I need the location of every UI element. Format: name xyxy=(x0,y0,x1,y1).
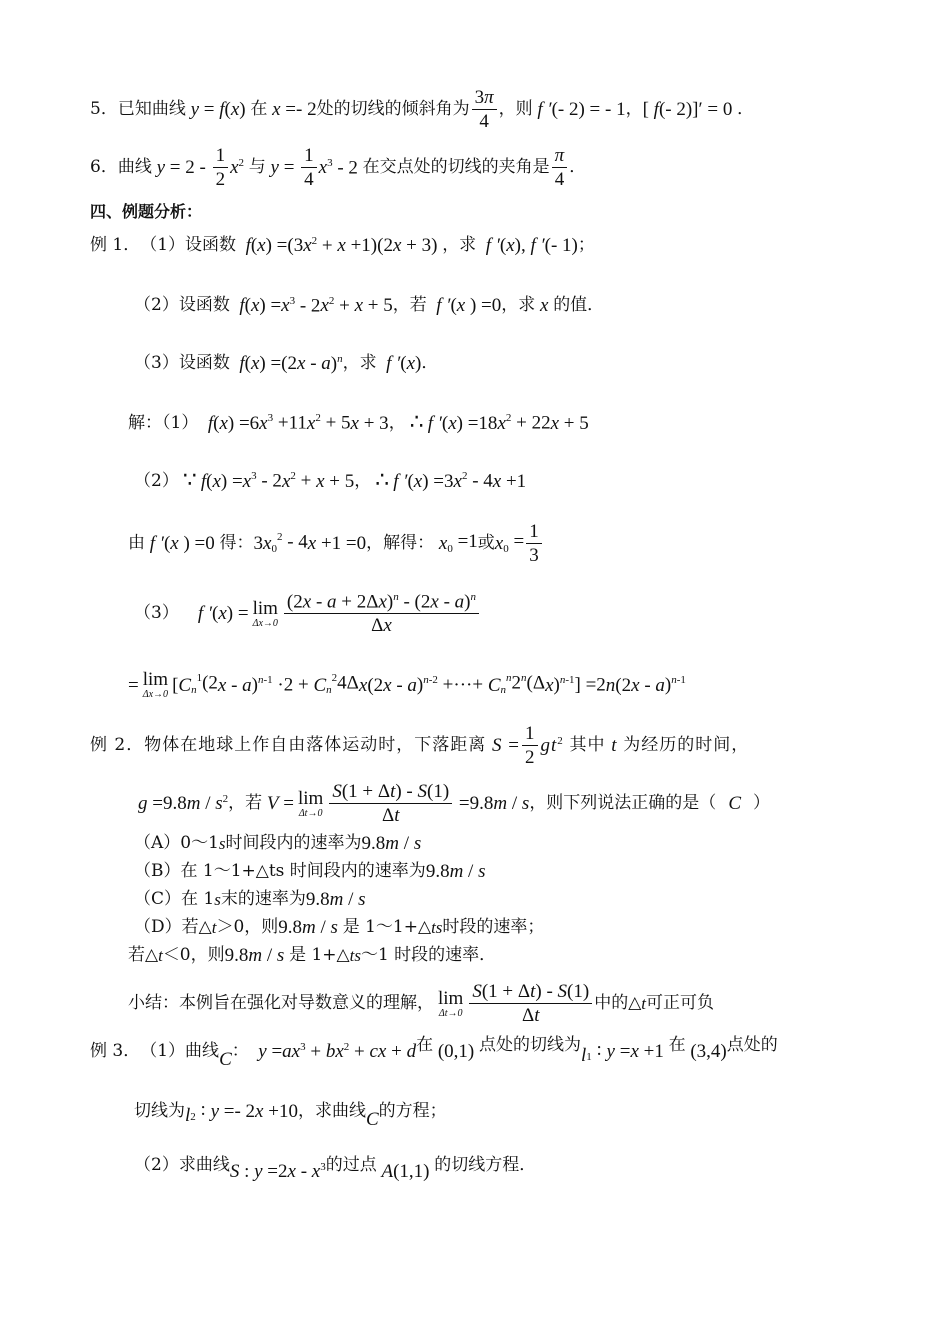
formula-cubic: y xyxy=(248,1040,267,1062)
option-d2-text-a: 若△ xyxy=(128,945,159,965)
item-5-text-f: ． xyxy=(737,99,755,119)
item-5-text-c: 处的切线的倾斜角为 xyxy=(316,99,470,119)
example-3-q2-text-a: （2）求曲线 xyxy=(134,1155,230,1176)
example-1-q2: （2）设函数 f ( x ) = x $^3$ - 2 x $^2$ + x + 5 ，若 f ′ ( x ) =0 ，求 x 的值． xyxy=(134,295,605,317)
item-6-text-b: 与 xyxy=(248,157,266,177)
fraction-limit-def: $\frac{(2x - a + 2\Delta x)^n - (2x - a)^n}{\Delta x}$ xyxy=(284,592,479,635)
solution-1: 解：（1） f ( x ) =6 x $^3$ +11 x $^2$ + 5 x + 3 ， ∴ f ′ ( x ) =18 x $^2$ + 22 x + 5 xyxy=(128,410,589,435)
option-c-text-a: （C）在 1 xyxy=(134,889,215,909)
option-a-unit: s xyxy=(218,834,226,853)
example-3-q1: 例 3． （1）曲线 C ： y = ax $^3$ + bx $^2$ + cx + d 在 (0,1) 点处的切线为 l $_1$ : y = x +1 在 (3,4) 点处的 xyxy=(90,1034,778,1070)
formula-root-1: x xyxy=(434,533,448,554)
example-2-condition: g =9.8 m / s $^2$ ，若 V = lim Δt→0 $\frac{S(1 + \Delta t) - S(1)}{\Delta t}$ =9.8 m / s ，则下列说法正确的是（ C ） xyxy=(138,781,770,826)
example-3-q1-text-f: 点处的 xyxy=(726,1034,778,1055)
option-d-text-c: 是 1～1+△ xyxy=(342,917,432,937)
answer-choice: C xyxy=(728,793,741,814)
limit-symbol: lim Δx→0 xyxy=(252,597,278,629)
option-b: （B）在 1～1+△ts 时间段内的速率为 9.8 m / s xyxy=(134,861,486,882)
formula-sol2-f: f xyxy=(200,470,207,492)
example-1-q3-text-c: ． xyxy=(421,353,439,374)
item-6-text-d: ． xyxy=(569,157,587,177)
option-c-text-b: 末的速率为 xyxy=(220,889,306,909)
example-2-text-3: 为经历的时间， xyxy=(623,735,750,755)
formula-velocity-limit: V xyxy=(262,793,279,814)
limit-symbol: lim Δx→0 xyxy=(142,669,169,700)
option-d2-text-d: ～1 时段的速率． xyxy=(360,945,497,965)
therefore-icon: ∴ xyxy=(375,468,390,493)
example-1-q2-text-d: 的值． xyxy=(553,295,605,316)
example-1-q1: 例 1． （1）设函数 f ( x ) =(3 x $^2$ + x +1)(2 x + 3) ，求 f ′ ( x ), f ′ (- 1) ； xyxy=(90,235,595,257)
solution-1-label: 解：（1） xyxy=(128,412,199,433)
example-2-summary xyxy=(128,982,714,1025)
formula-expansion: = xyxy=(128,674,139,696)
formula-fprime-neg2: f ′ xyxy=(532,99,552,120)
derivation-text-a: 由 xyxy=(128,533,145,553)
formula-ex1-f1-prime: f ′ xyxy=(476,235,500,257)
example-3-q1-text-d: 点处的切线为 xyxy=(478,1034,581,1055)
option-d-continued: 若△ t ＜0，则 9.8 m / s 是 1+△ ts ～1 时段的速率． xyxy=(128,945,497,966)
option-d2-var-ts: ts xyxy=(349,946,361,965)
example-3-q2-text-c: 的切线方程． xyxy=(434,1155,537,1176)
example-3-q1-text-e: 在 xyxy=(668,1034,686,1055)
option-d-var-t: t xyxy=(211,918,217,937)
derivation-text-b: 得： xyxy=(219,533,254,553)
item-6: 6．曲线 y = 2 - $\frac{1}{2}$ x $^2$ 与 y = $\frac{1}{4}$ x $^3$ - 2 在交点处的切线的夹角是 $\frac{\pi}{4}$ ． xyxy=(90,145,587,190)
example-3-q2: （2）求曲线 S : y =2 x - x $^3$ 的过点 A (1,1) 的切线方程． xyxy=(134,1155,537,1183)
point-0-1: (0,1) xyxy=(433,1040,479,1062)
solution-3-label: （3） xyxy=(134,603,179,624)
option-d-text-d: 时段的速率； xyxy=(442,917,545,937)
solution-3-expansion: = lim Δx→0 [ C $_n^1$(2 x - a )$^{n-1}$ ·2 + C $_n^2$4Δ x (2 x - a )$^{n-2}$ +···+ C $_n^n$2$^n$(Δ x )$^{n-1}$] =2 n (2 x - a )$^{n-1}$ xyxy=(128,669,686,700)
formula-sol1-f: f xyxy=(198,412,214,434)
fraction-1-2: $\frac{1}{2}$ xyxy=(522,724,539,767)
formula-curve-2: y xyxy=(265,157,279,178)
solution-2-label: （2） xyxy=(134,470,179,491)
formula-quadratic: 3 xyxy=(253,533,263,554)
option-a-text-a: （A）0～1 xyxy=(134,833,219,853)
option-c-unit: s xyxy=(214,890,221,909)
example-2-intro: 例 2． 物体在地球上作自由落体运动时，下落距离 S = $\frac{1}{2}$ gt $^2$ 其中 t 为经历的时间， xyxy=(90,723,750,768)
summary-text-a: 小结：本例旨在强化对导数意义的理解， xyxy=(128,993,434,1013)
option-b-text-a: （B）在 1～1+△ts 时间段内的速率为 xyxy=(134,861,426,881)
example-1-q3-text-a: （3）设函数 xyxy=(134,353,230,374)
therefore-icon: ∴ xyxy=(409,410,424,435)
curve-c: C xyxy=(219,1048,232,1070)
formula-ex1-f3: f xyxy=(229,353,245,375)
example-3-q1-text-g: 切线为 xyxy=(134,1100,185,1121)
solution-3: （3） f ′ ( x ) = lim Δx→0 $\frac{(2x - a + 2\Delta x)^n - (2x - a)^n}{\Delta x}$ xyxy=(134,592,481,635)
derivation-text-d: 或 xyxy=(477,533,495,553)
fraction-1-4: $\frac{1}{4}$ xyxy=(301,146,317,189)
section-title: 四、例题分析： xyxy=(90,202,203,221)
limit-symbol: lim Δt→0 xyxy=(438,987,464,1019)
example-1-q1-text-b: ，求 xyxy=(442,235,477,256)
example-1-q2-text-b: ，若 xyxy=(392,295,427,316)
formula-sol2-fprime: f ′ xyxy=(393,470,408,492)
solution-2: （2） ∵ f ( x ) = x $^3$ - 2 x $^2$ + x + 5 ， ∴ f ′ ( x ) =3 x $^2$ - 4 x +1 xyxy=(134,468,527,493)
formula-tangent-l1: l xyxy=(580,1044,587,1066)
example-2-text-1: 物体在地球上作自由落体运动时，下落距离 xyxy=(144,735,487,755)
fraction-velocity: $\frac{S(1 + \Delta t) - S(1)}{\Delta t}$ xyxy=(469,982,592,1025)
summary-text-c: 可正可负 xyxy=(646,993,715,1013)
example-3-q1-text-a: （1）曲线 xyxy=(140,1040,220,1061)
item-5-text-a: 5．已知曲线 xyxy=(90,99,186,119)
option-d: （D）若△ t ＞0，则 9.8 m / s 是 1～1+△ ts 时段的速率； xyxy=(134,917,545,938)
formula-gravity: g xyxy=(138,793,148,814)
fraction-velocity: $\frac{S(1 + \Delta t) - S(1)}{\Delta t}$ xyxy=(329,782,452,825)
option-d-text-a: （D）若△ xyxy=(134,917,212,937)
example-2-text-2: 其中 xyxy=(569,735,606,755)
formula-derivative-const: [ xyxy=(642,99,654,120)
point-3-4: (3,4) xyxy=(685,1040,727,1062)
summary-text-b: 中的△ xyxy=(594,993,642,1013)
fraction-3pi-4: $\frac{3\pi}{4}$ xyxy=(472,88,497,131)
formula-sol1-fprime: f ′ xyxy=(427,412,442,434)
limit-symbol: lim Δt→0 xyxy=(297,787,324,819)
fraction-1-3: $\frac{1}{3}$ xyxy=(526,522,542,565)
example-1-q3-text-b: ，求 xyxy=(342,353,377,374)
formula-root-2: x xyxy=(494,533,504,554)
option-a: （A）0～1 s 时间段内的速率为 9.8 m / s xyxy=(134,833,422,854)
formula-ex1-f3-prime: f ′ xyxy=(376,353,401,375)
example-3-q1-text-i: 的方程； xyxy=(378,1100,447,1121)
item-5-text-d: ，则 xyxy=(498,99,533,119)
example-3-q1-continued: 切线为 l $_2$ : y =- 2 x +10 ，求曲线 C 的方程； xyxy=(134,1099,447,1130)
example-3-q1-text-b: ： xyxy=(231,1040,249,1061)
formula-tangent-l2: l xyxy=(185,1104,191,1126)
curve-c: C xyxy=(365,1108,379,1130)
example-2-text-4: ，若 xyxy=(228,793,263,813)
example-3-q1-text-h: ，求曲线 xyxy=(297,1100,366,1121)
option-c: （C）在 1 s 末的速率为 9.8 m / s xyxy=(134,889,366,910)
example-1-q1-text-c: ； xyxy=(577,235,595,256)
solution-1-sep: ， xyxy=(388,412,406,433)
example-1-q3: （3）设函数 f ( x ) =(2 x - a )$^n$ ，求 f ′ ( x ) ． xyxy=(134,353,439,375)
formula-ex1-f2: f xyxy=(229,295,245,317)
example-3-q2-text-b: 的过点 xyxy=(325,1155,377,1176)
example-2-text-5: ，则下列说法正确的是（ xyxy=(529,793,717,813)
formula-fprime-zero: f ′ xyxy=(145,533,164,554)
item-6-text-a: 6．曲线 xyxy=(90,157,152,177)
formula-fall-distance: S xyxy=(486,735,503,756)
example-3-label: 例 3． xyxy=(90,1040,141,1061)
formula-x: x xyxy=(535,295,554,317)
example-3-q1-text-c: 在 xyxy=(416,1034,434,1055)
example-1-q2-text-a: （2）设函数 xyxy=(134,295,230,316)
formula-ex1-f2-cond: f ′ xyxy=(426,295,451,317)
fraction-pi-4: $\frac{\pi}{4}$ xyxy=(552,146,568,189)
option-d-text-b: ＞0，则 xyxy=(216,917,279,937)
formula-ex1-f1: f xyxy=(236,235,251,257)
formula-curve-1: y xyxy=(151,157,166,178)
because-icon: ∵ xyxy=(182,468,197,493)
option-a-text-b: 时间段内的速率为 xyxy=(225,833,362,853)
option-d-var-ts: ts xyxy=(431,918,443,937)
item-5-text-b: 在 xyxy=(250,99,268,119)
example-1-q1-text-a: （1）设函数 xyxy=(140,235,237,256)
fraction-1-2: $\frac{1}{2}$ xyxy=(213,146,229,189)
option-d2-text-c: 是 1+△ xyxy=(289,945,350,965)
formula-x-eq-neg2: x xyxy=(267,99,281,120)
point-a: A xyxy=(376,1161,394,1183)
item-5-text-e: ， xyxy=(625,99,643,119)
option-d2-var-t: t xyxy=(158,946,163,965)
summary-var-t: t xyxy=(641,994,647,1013)
example-1-label: 例 1． xyxy=(90,235,141,256)
derivation-text-c: ，解得： xyxy=(366,533,435,553)
formula-curve-s: S xyxy=(229,1161,240,1183)
item-6-text-c: 在交点处的切线的夹角是 xyxy=(362,157,550,177)
solution-2-sep: ， xyxy=(354,470,372,491)
formula-sol3-lhs: f ′ xyxy=(178,603,213,625)
example-1-q2-text-c: ，求 xyxy=(501,295,536,316)
example-2-text-6: ） xyxy=(753,793,770,813)
option-d2-text-b: ＜0，则 xyxy=(162,945,225,965)
solution-2-derivation: 由 f ′ ( x ) =0 得： 3 x $_0^2$ - 4 x +1 =0 ，解得： x $_0$ =1 或 x $_0$ = $\frac{1}{3}$ xyxy=(128,522,544,565)
item-5: 5．已知曲线 y = f ( x ) 在 x =- 2 处的切线的倾斜角为 $\frac{3\pi}{4}$ ，则 f ′ (- 2) = - 1 ， [ f (- 2)]′ = 0 ． xyxy=(90,87,755,132)
formula-y-fx: y xyxy=(185,99,200,120)
example-2-label: 例 2． xyxy=(90,735,145,755)
